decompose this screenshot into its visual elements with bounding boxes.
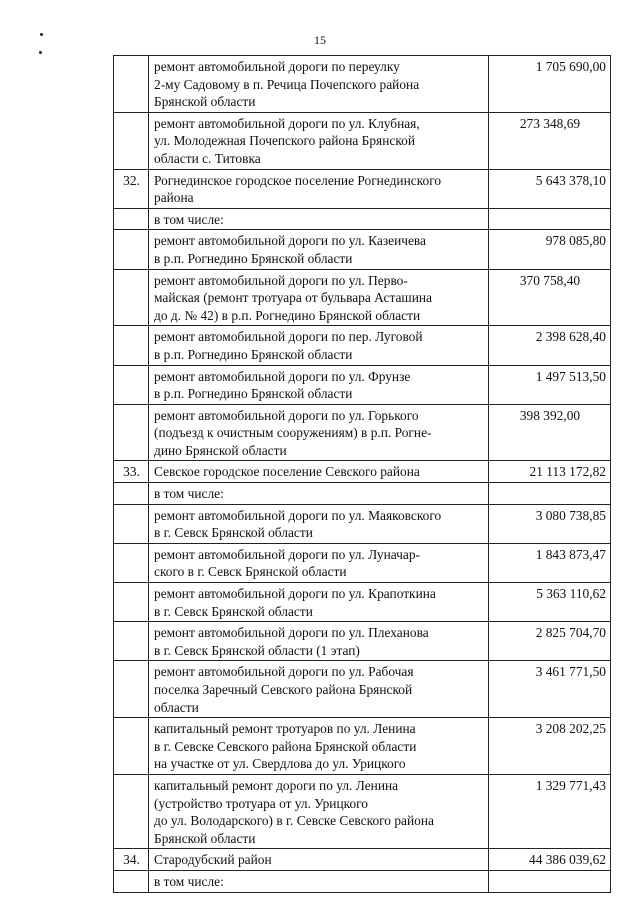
row-description: ремонт автомобильной дороги по переулку 2-му Садовому в п. Речица Почепского района Брянской области [149, 56, 489, 113]
table-row [114, 112, 611, 169]
table-row [114, 583, 611, 622]
row-amount: 3 208 202,25 [489, 718, 611, 775]
margin-mark [40, 33, 43, 36]
row-amount: 978 085,80 [489, 230, 611, 269]
table-row [114, 870, 611, 892]
row-amount: 44 386 039,62 [489, 849, 611, 871]
table-row [114, 504, 611, 543]
row-amount: 398 392,00 [489, 404, 611, 461]
row-description: в том числе: [149, 483, 489, 505]
row-description: Стародубский район [149, 849, 489, 871]
row-number [114, 622, 149, 661]
table-row [114, 326, 611, 365]
row-number [114, 583, 149, 622]
row-description: ремонт автомобильной дороги по ул. Перво- майская (ремонт тротуара от бульвара Асташина до д. № 42) в р.п. Рогнедино Брянской области [149, 269, 489, 326]
row-amount: 1 843 873,47 [489, 543, 611, 582]
row-amount: 2 398 628,40 [489, 326, 611, 365]
table-row [114, 661, 611, 718]
table-row [114, 718, 611, 775]
row-description: ремонт автомобильной дороги по ул. Маяковского в г. Севск Брянской области [149, 504, 489, 543]
row-amount: 1 497 513,50 [489, 365, 611, 404]
table-row [114, 365, 611, 404]
page-number: 15 [314, 33, 326, 47]
table-row [114, 849, 611, 871]
row-number [114, 870, 149, 892]
row-description: ремонт автомобильной дороги по ул. Казеичева в р.п. Рогнедино Брянской области [149, 230, 489, 269]
row-amount: 3 080 738,85 [489, 504, 611, 543]
row-number: 32. [114, 169, 149, 208]
row-amount: 2 825 704,70 [489, 622, 611, 661]
table-row [114, 269, 611, 326]
row-description: ремонт автомобильной дороги по ул. Луначар- ского в г. Севск Брянской области [149, 543, 489, 582]
row-description: ремонт автомобильной дороги по ул. Клубная, ул. Молодежная Почепского района Брянской области с. Титовка [149, 112, 489, 169]
row-number [114, 208, 149, 230]
row-number [114, 326, 149, 365]
row-number [114, 404, 149, 461]
row-amount: 5 643 378,10 [489, 169, 611, 208]
row-amount: 370 758,40 [489, 269, 611, 326]
row-amount [489, 208, 611, 230]
row-amount: 3 461 771,50 [489, 661, 611, 718]
row-number [114, 483, 149, 505]
row-number [114, 365, 149, 404]
margin-mark [39, 51, 42, 54]
row-number [114, 56, 149, 113]
row-number [114, 504, 149, 543]
row-number: 33. [114, 461, 149, 483]
row-number [114, 774, 149, 848]
table-row [114, 461, 611, 483]
row-number [114, 661, 149, 718]
row-description: ремонт автомобильной дороги по ул. Плеханова в г. Севск Брянской области (1 этап) [149, 622, 489, 661]
row-number: 34. [114, 849, 149, 871]
row-description: капитальный ремонт тротуаров по ул. Ленина в г. Севске Севского района Брянской области на участке от ул. Свердлова до ул. Урицкого [149, 718, 489, 775]
row-amount [489, 870, 611, 892]
row-description: ремонт автомобильной дороги по ул. Рабочая поселка Заречный Севского района Брянской области [149, 661, 489, 718]
table-row [114, 483, 611, 505]
row-amount: 273 348,69 [489, 112, 611, 169]
table-row [114, 169, 611, 208]
row-number [114, 269, 149, 326]
row-amount: 5 363 110,62 [489, 583, 611, 622]
table-row [114, 774, 611, 848]
budget-table [113, 55, 611, 893]
row-description: ремонт автомобильной дороги по ул. Крапоткина в г. Севск Брянской области [149, 583, 489, 622]
row-number [114, 230, 149, 269]
row-number [114, 718, 149, 775]
table-row [114, 208, 611, 230]
row-description: ремонт автомобильной дороги по пер. Луговой в р.п. Рогнедино Брянской области [149, 326, 489, 365]
row-description: в том числе: [149, 870, 489, 892]
row-description: капитальный ремонт дороги по ул. Ленина (устройство тротуара от ул. Урицкого до ул. Володарского) в г. Севске Севского района Брянской области [149, 774, 489, 848]
table-row [114, 543, 611, 582]
table-row [114, 230, 611, 269]
row-description: Рогнединское городское поселение Рогнединского района [149, 169, 489, 208]
row-amount [489, 483, 611, 505]
budget-table-body [114, 56, 611, 893]
table-row [114, 622, 611, 661]
row-number [114, 543, 149, 582]
table-row [114, 56, 611, 113]
table-row [114, 404, 611, 461]
row-number [114, 112, 149, 169]
row-amount: 1 329 771,43 [489, 774, 611, 848]
row-amount: 21 113 172,82 [489, 461, 611, 483]
row-description: в том числе: [149, 208, 489, 230]
row-description: ремонт автомобильной дороги по ул. Горького (подъезд к очистным сооружениям) в р.п. Рогне- дино Брянской области [149, 404, 489, 461]
row-description: ремонт автомобильной дороги по ул. Фрунзе в р.п. Рогнедино Брянской области [149, 365, 489, 404]
row-amount: 1 705 690,00 [489, 56, 611, 113]
row-description: Севское городское поселение Севского района [149, 461, 489, 483]
